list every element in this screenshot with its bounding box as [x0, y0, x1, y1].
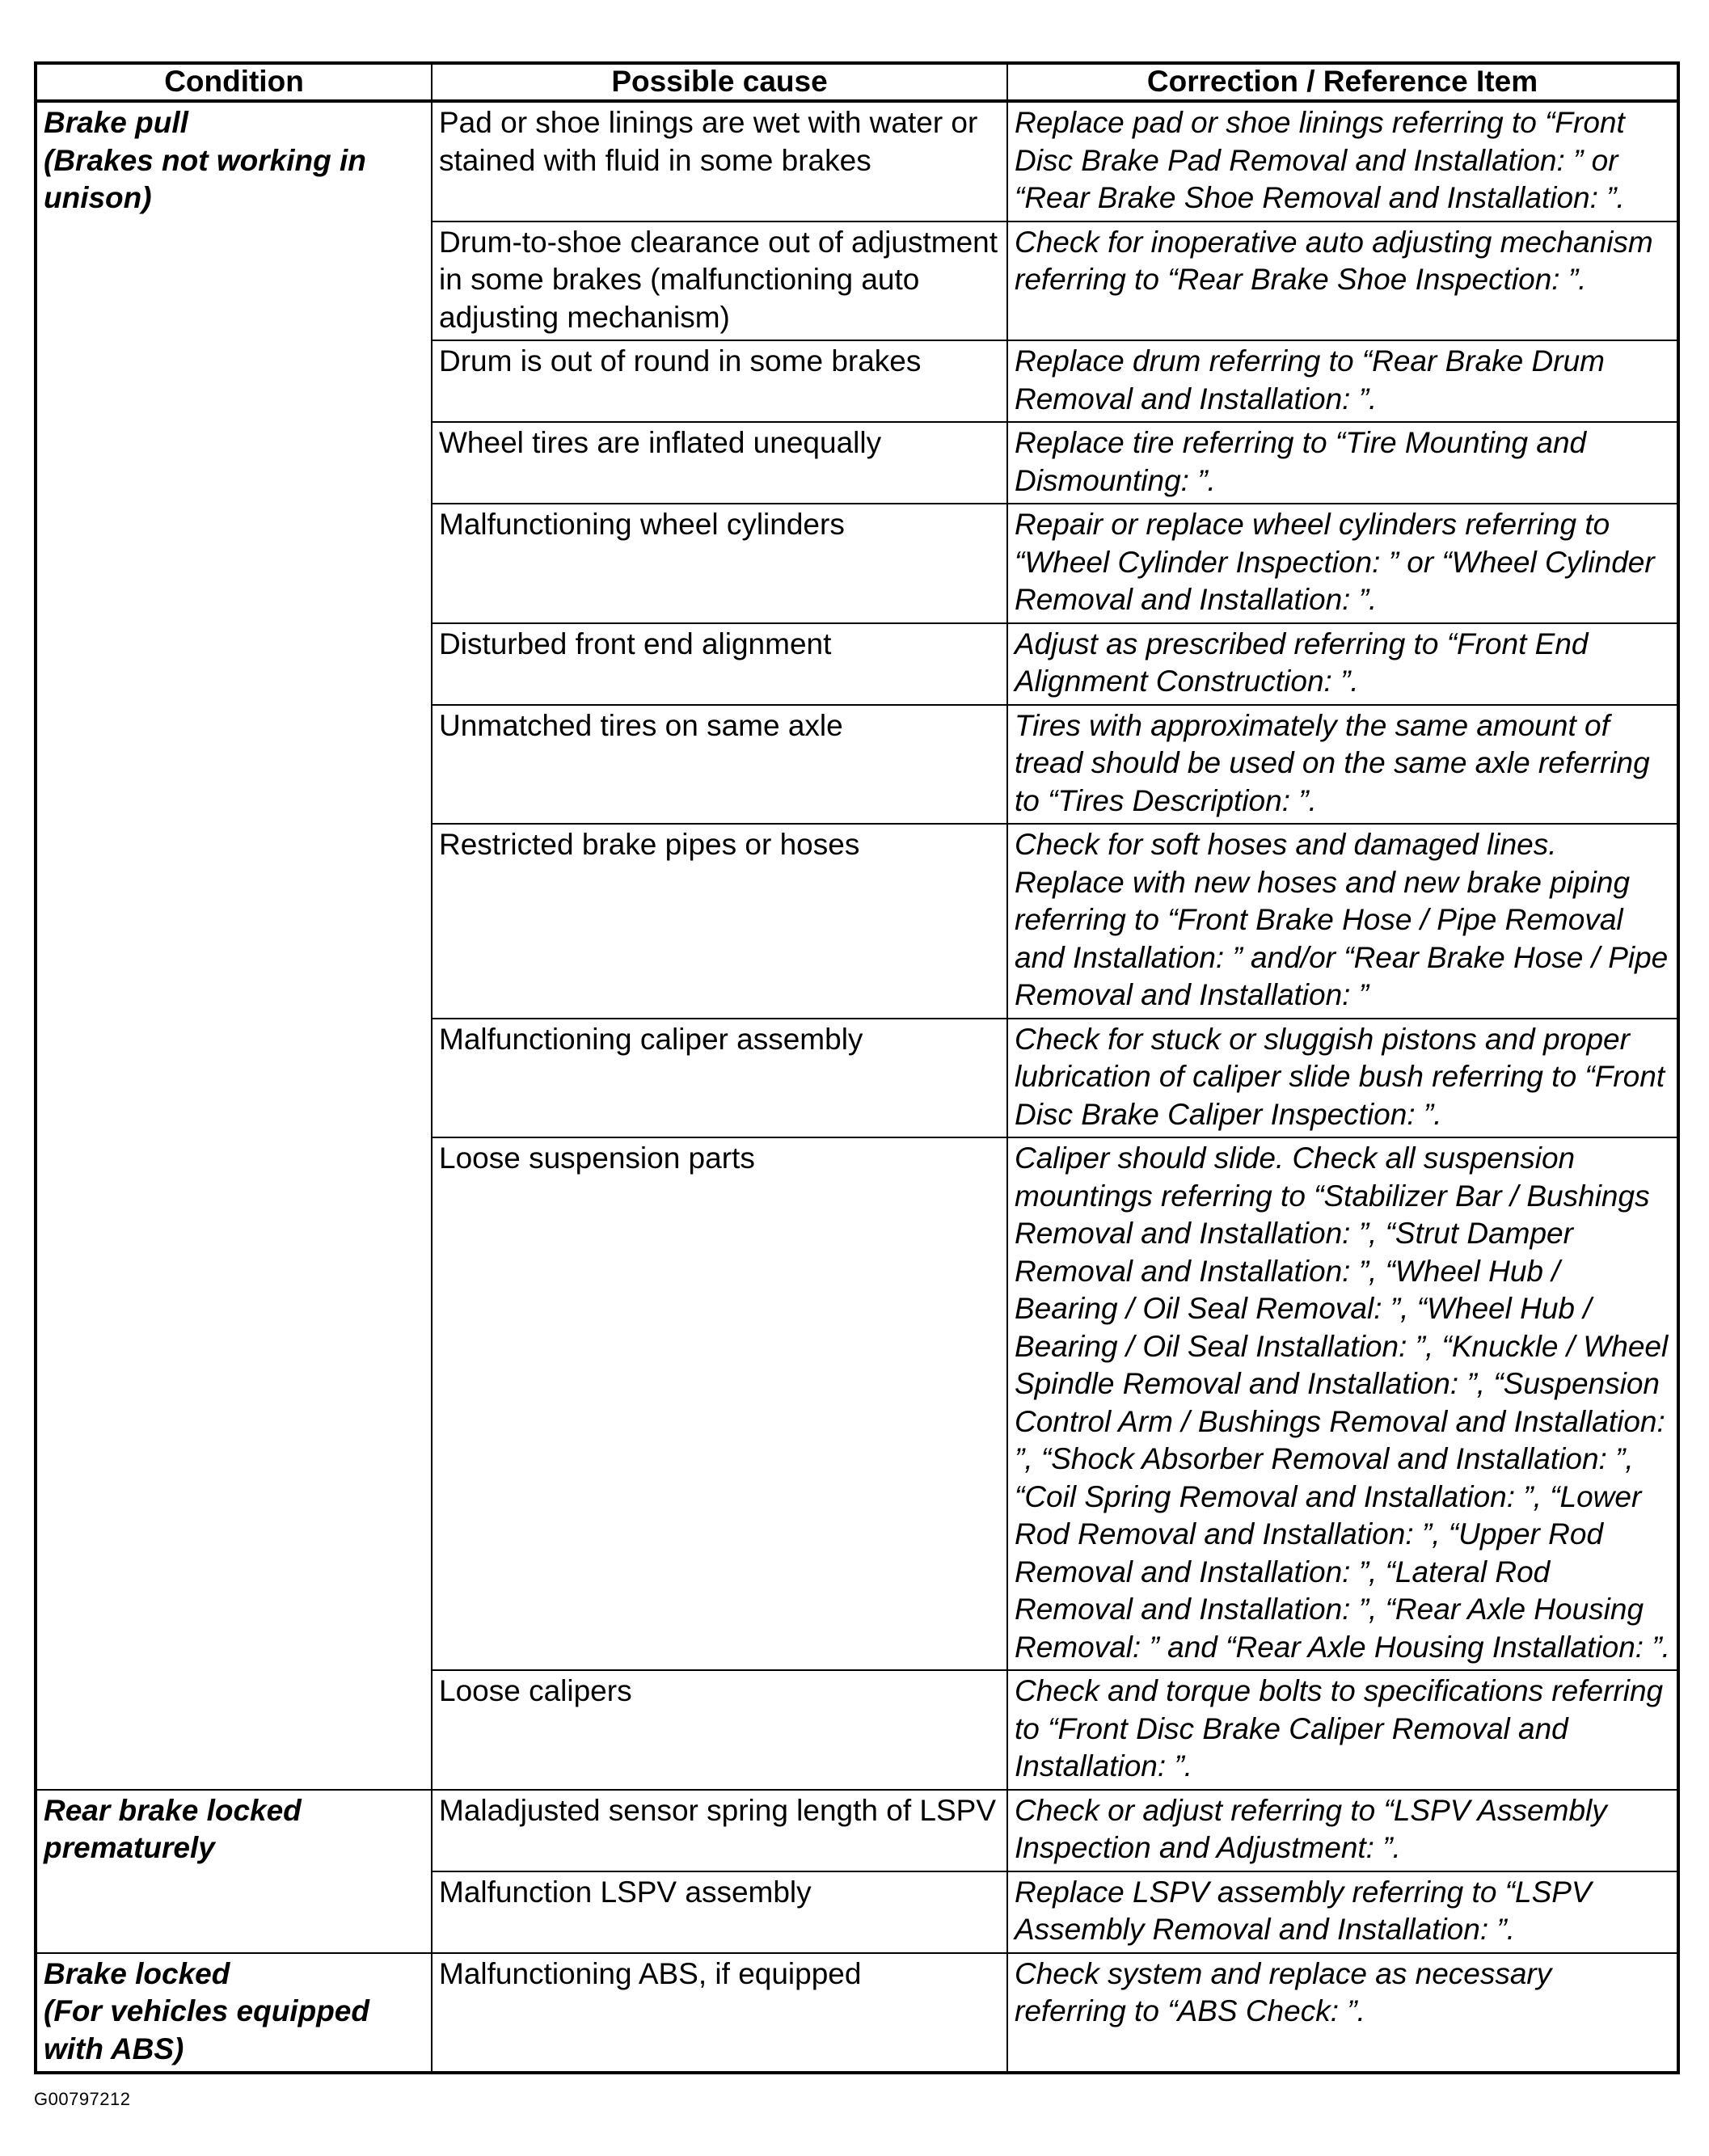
condition-line: (Brakes not working in — [44, 143, 366, 177]
correction-cell: Adjust as prescribed referring to “Front End Alignment Construction: ”. — [1007, 623, 1678, 705]
header-correction-reference: Correction / Reference Item — [1007, 63, 1678, 101]
possible-cause-cell: Malfunctioning wheel cylinders — [432, 504, 1007, 623]
condition-line: with ABS) — [44, 2032, 184, 2065]
correction-cell: Replace pad or shoe linings referring to “Front Disc Brake Pad Removal and Installation: ” or “Rear Brake Shoe Removal and Installation: ”. — [1007, 101, 1678, 222]
table-row — [36, 1953, 1678, 2074]
possible-cause-cell: Pad or shoe linings are wet with water or stained with fluid in some brakes — [432, 101, 1007, 222]
table-row — [36, 1790, 1678, 1871]
condition-cell — [36, 1790, 432, 1953]
possible-cause-cell: Malfunction LSPV assembly — [432, 1871, 1007, 1953]
correction-cell: Tires with approximately the same amount of tread should be used on the same axle referring to “Tires Description: ”. — [1007, 705, 1678, 825]
correction-cell: Check system and replace as necessary referring to “ABS Check: ”. — [1007, 1953, 1678, 2074]
header-row — [36, 63, 1678, 101]
condition-line: unison) — [44, 181, 152, 214]
possible-cause-cell: Malfunctioning caliper assembly — [432, 1019, 1007, 1138]
possible-cause-cell: Unmatched tires on same axle — [432, 705, 1007, 825]
troubleshooting-table — [34, 61, 1680, 2074]
header-condition: Condition — [36, 63, 432, 101]
correction-cell: Replace tire referring to “Tire Mounting and Dismounting: ”. — [1007, 422, 1678, 504]
condition-line: Brake pull — [44, 106, 188, 139]
correction-cell: Replace drum referring to “Rear Brake Drum Removal and Installation: ”. — [1007, 340, 1678, 422]
table-body — [36, 101, 1678, 2073]
condition-cell — [36, 101, 432, 1790]
correction-cell: Check or adjust referring to “LSPV Assembly Inspection and Adjustment: ”. — [1007, 1790, 1678, 1871]
possible-cause-cell: Wheel tires are inflated unequally — [432, 422, 1007, 504]
possible-cause-cell: Drum is out of round in some brakes — [432, 340, 1007, 422]
correction-cell: Repair or replace wheel cylinders referring to “Wheel Cylinder Inspection: ” or “Wheel Cylinder Removal and Installation: ”. — [1007, 504, 1678, 623]
condition-line: Rear brake locked — [44, 1793, 302, 1827]
correction-cell: Check and torque bolts to specifications referring to “Front Disc Brake Caliper Removal and Installation: ”. — [1007, 1670, 1678, 1790]
possible-cause-cell: Restricted brake pipes or hoses — [432, 824, 1007, 1019]
header-possible-cause: Possible cause — [432, 63, 1007, 101]
condition-cell — [36, 1953, 432, 2074]
possible-cause-cell: Drum-to-shoe clearance out of adjustment in some brakes (malfunctioning auto adjusting mechanism) — [432, 222, 1007, 341]
correction-cell: Check for soft hoses and damaged lines. Replace with new hoses and new brake piping referring to “Front Brake Hose / Pipe Removal and Installation: ” and/or “Rear Brake Hose / Pipe Removal and Installation: ” — [1007, 824, 1678, 1019]
figure-id: G00797212 — [34, 2089, 131, 2109]
correction-cell: Replace LSPV assembly referring to “LSPV Assembly Removal and Installation: ”. — [1007, 1871, 1678, 1953]
correction-cell: Caliper should slide. Check all suspension mountings referring to “Stabilizer Bar / Bushings Removal and Installation: ”, “Strut Damper Removal and Installation: ”, “Wheel Hub / Bearing / Oil Seal Removal: ”, “Wheel Hub / Bearing / Oil Seal Installation: ”, “Knuckle / Wheel Spindle Removal and Installation: ”, “Suspension Control Arm / Bushings Removal and Installation: ”, “Shock Absorber Removal and Installation: ”, “Coil Spring Removal and Installation: ”, “Lower Rod Removal and Installation: ”, “Upper Rod Removal and Installation: ”, “Lateral Rod Removal and Installation: ”, “Rear Axle Housing Removal: ” and “Rear Axle Housing Installation: ”. — [1007, 1137, 1678, 1670]
possible-cause-cell: Loose suspension parts — [432, 1137, 1007, 1670]
condition-line: Brake locked — [44, 1956, 230, 1990]
possible-cause-cell: Disturbed front end alignment — [432, 623, 1007, 705]
correction-cell: Check for inoperative auto adjusting mechanism referring to “Rear Brake Shoe Inspection: ”. — [1007, 222, 1678, 341]
table-row — [36, 101, 1678, 222]
correction-cell: Check for stuck or sluggish pistons and proper lubrication of caliper slide bush referring to “Front Disc Brake Caliper Inspection: ”. — [1007, 1019, 1678, 1138]
possible-cause-cell: Maladjusted sensor spring length of LSPV — [432, 1790, 1007, 1871]
possible-cause-cell: Loose calipers — [432, 1670, 1007, 1790]
possible-cause-cell: Malfunctioning ABS, if equipped — [432, 1953, 1007, 2074]
condition-line: (For vehicles equipped — [44, 1994, 369, 2027]
condition-line: prematurely — [44, 1831, 215, 1864]
